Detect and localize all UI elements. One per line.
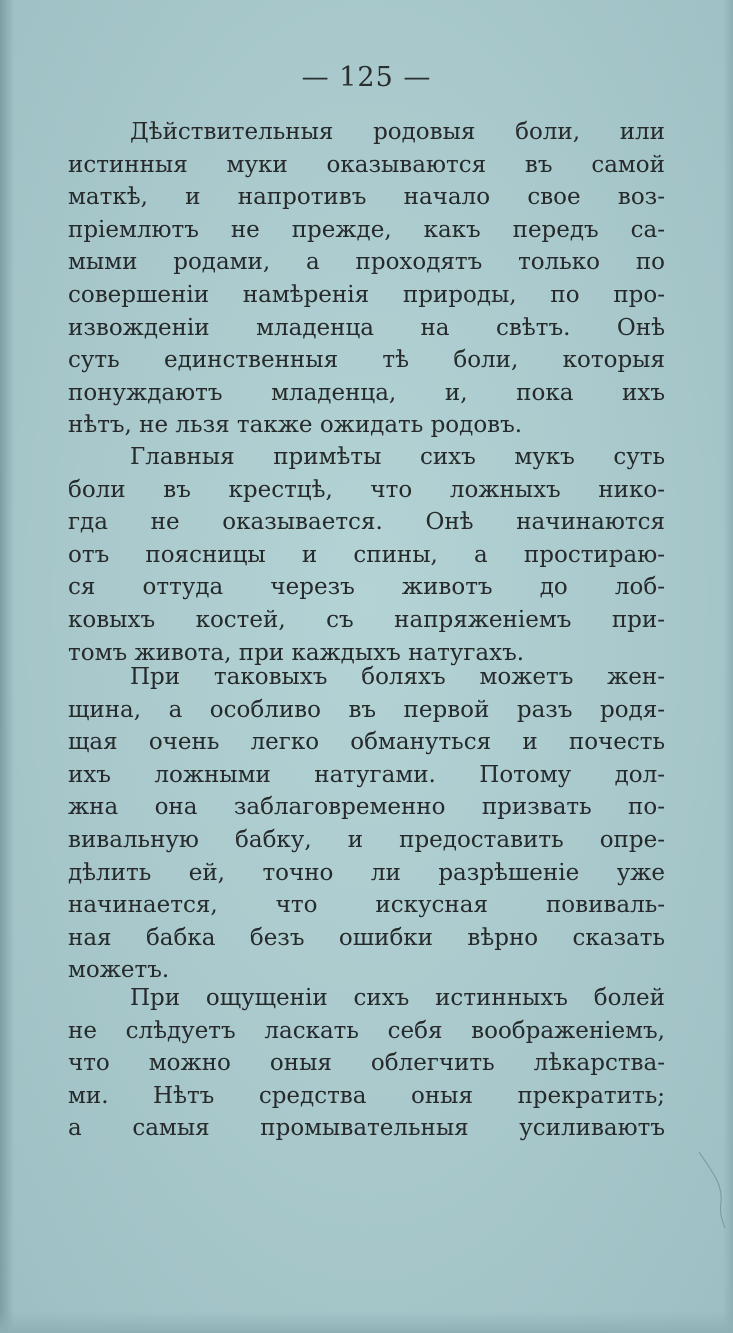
page-edge-right — [723, 0, 733, 1333]
text-line: ная бабка безъ ошибки вѣрно сказать — [68, 924, 665, 951]
text-line: маткѣ, и напротивъ начало свое воз- — [68, 184, 665, 211]
paragraph-2 — [68, 441, 665, 669]
text-line: щина, а особливо въ первой разъ родя- — [68, 696, 665, 723]
paper-crease-mark — [697, 1150, 727, 1230]
text-line: понуждаютъ младенца, и, пока ихъ — [68, 379, 665, 406]
text-line: мыми родами, а проходятъ только по — [68, 249, 665, 276]
text-line: пріемлютъ не прежде, какъ передъ са- — [68, 216, 665, 243]
paragraph-4 — [68, 982, 665, 1145]
text-line: не слѣдуетъ ласкать себя воображеніемъ, — [68, 1017, 665, 1044]
text-line: жна она заблаговременно призвать по- — [68, 794, 665, 821]
paragraph-1 — [68, 116, 665, 442]
text-line: суть единственныя тѣ боли, которыя — [68, 347, 665, 374]
text-line: ковыхъ костей, съ напряженіемъ при- — [68, 606, 665, 633]
text-line: Дѣйствительныя родовыя боли, или — [130, 119, 665, 145]
text-line: вивальную бабку, и предоставить опре- — [68, 826, 665, 853]
page-edge-bottom — [0, 1311, 733, 1333]
text-line: можетъ. — [68, 957, 170, 984]
text-line: отъ поясницы и спины, а простираю- — [68, 541, 665, 568]
text-line: При ощущеніи сихъ истинныхъ болей — [130, 985, 665, 1011]
text-line: Главныя примѣты сихъ мукъ суть — [130, 444, 665, 470]
text-line: гда не оказывается. Онѣ начинаются — [68, 509, 665, 536]
text-line: ми. Нѣтъ средства оныя прекратить; — [68, 1082, 665, 1109]
paragraph-3 — [68, 661, 665, 987]
text-line: а самыя промывательныя усиливаютъ — [68, 1115, 665, 1142]
page-number-header: — 125 — — [301, 62, 432, 93]
text-line: совершеніи намѣренія природы, по про- — [68, 281, 665, 308]
text-line: начинается, что искусная повиваль- — [68, 892, 665, 919]
text-line: ихъ ложными натугами. Потому дол- — [68, 761, 665, 788]
text-line: боли въ крестцѣ, что ложныхъ нико- — [68, 476, 665, 503]
text-line: что можно оныя облегчить лѣкарства- — [68, 1050, 665, 1077]
text-line: щая очень легко обмануться и почесть — [68, 729, 665, 756]
text-line: извожденіи младенца на свѣтъ. Онѣ — [68, 314, 665, 341]
text-line: томъ живота, при каждыхъ натугахъ. — [68, 639, 525, 666]
text-line: При таковыхъ боляхъ можетъ жен- — [130, 664, 665, 690]
text-line: нѣтъ, не льзя также ожидать родовъ. — [68, 412, 523, 439]
text-line: дѣлить ей, точно ли разрѣшеніе уже — [68, 859, 665, 886]
text-line: истинныя муки оказываются въ самой — [68, 151, 665, 178]
page-edge-left — [0, 0, 14, 1333]
text-line: ся оттуда черезъ животъ до лоб- — [68, 574, 665, 601]
